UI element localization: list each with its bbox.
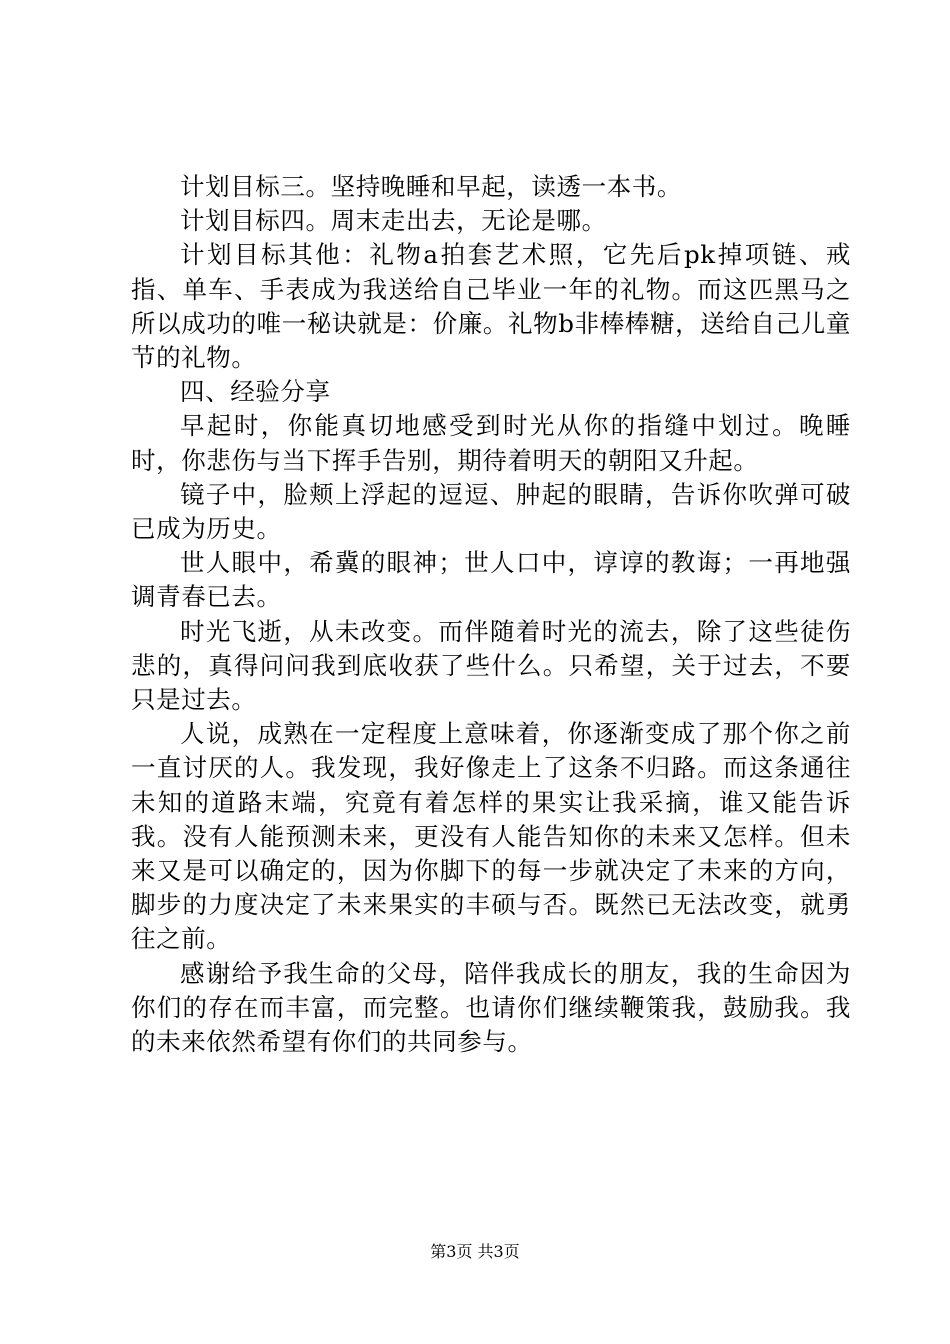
paragraph-mirror: 镜子中，脸颊上浮起的逗逗、肿起的眼睛，告诉你吹弹可破已成为历史。 [131,479,851,544]
paragraph-maturity: 人说，成熟在一定程度上意味着，你逐渐变成了那个你之前一直讨厌的人。我发现，我好像走上了这条不归路。而这条通往未知的道路末端，究竟有着怎样的果实让我采摘，谁又能告诉我。没有人能预测未来，更没有人能告知你的未来又怎样。但未来又是可以确定的，因为你脚下的每一步就决定了未来的方向，脚步的力度决定了未来果实的丰硕与否。既然已无法改变，就勇往之前。 [131,719,851,954]
paragraph-goal-three: 计划目标三。坚持晚睡和早起，读透一本书。 [180,172,682,201]
section-heading-experience: 四、经验分享 [180,377,331,407]
paragraph-world-eyes: 世人眼中，希冀的眼神；世人口中，谆谆的教诲；一再地强调青春已去。 [131,548,851,612]
paragraph-goal-other: 计划目标其他：礼物a拍套艺术照，它先后pk掉项链、戒指、单车、手表成为我送给自己毕业一年的礼物。而这匹黑马之所以成功的唯一秘诀就是：价廉。礼物b非棒棒糖，送给自己儿童节的礼物。 [131,240,851,373]
paragraph-early-rising: 早起时，你能真切地感受到时光从你的指缝中划过。晚睡时，你悲伤与当下挥手告别，期待着明天的朝阳又升起。 [131,411,851,475]
paragraph-gratitude: 感谢给予我生命的父母，陪伴我成长的朋友，我的生命因为你们的存在而丰富，而完整。也请你们继续鞭策我，鼓励我。我的未来依然希望有你们的共同参与。 [131,958,851,1057]
document-body [131,170,851,1059]
paragraph-time-flies: 时光飞逝，从未改变。而伴随着时光的流去，除了这些徒伤悲的，真得问问我到底收获了些什么。只希望，关于过去，不要只是过去。 [131,616,851,715]
paragraph-goal-four: 计划目标四。周末走出去，无论是哪。 [180,206,607,236]
page-number-footer: 第3页 共3页 [430,1242,520,1261]
